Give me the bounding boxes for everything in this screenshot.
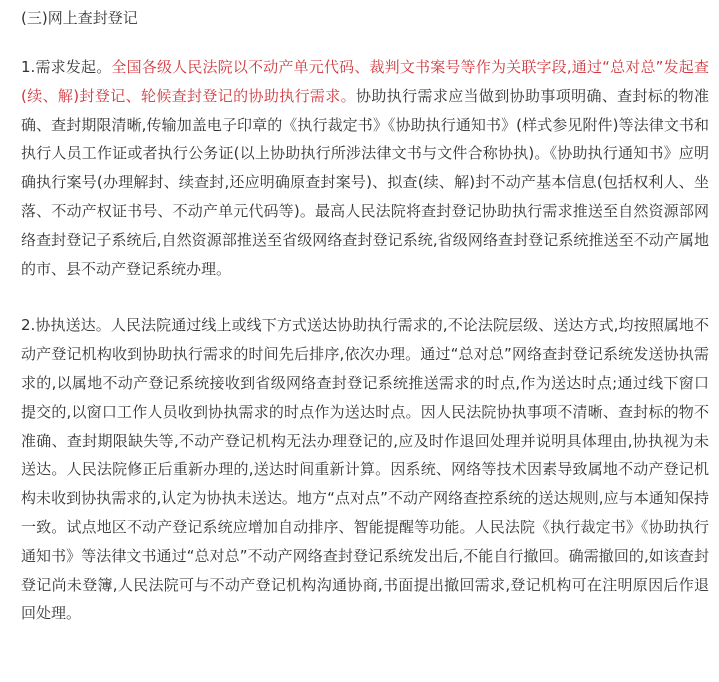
paragraph-demand-prefix: 1.需求发起。 bbox=[21, 58, 112, 76]
paragraph-demand bbox=[21, 53, 709, 283]
paragraph-demand-highlight: 全国各级人民法院以不动产单元代码、裁判文书案号等作为关联字段,通过“总对总”发起查(续、解)封登记、轮候查封登记的协助执行需求。 bbox=[21, 58, 709, 105]
paragraph-delivery: 2.协执送达。人民法院通过线上或线下方式送达协助执行需求的,不论法院层级、送达方式,均按照属地不动产登记机构收到协助执行需求的时间先后排序,依次办理。通过“总对总”网络查封登记系统发送协执需求的,以属地不动产登记系统接收到省级网络查封登记系统推送需求的时点,作为送达时点;通过线下窗口提交的,以窗口工作人员收到协执需求的时点作为送达时点。因人民法院协执事项不清晰、查封标的物不准确、查封期限缺失等,不动产登记机构无法办理登记的,应及时作退回处理并说明具体理由,协执视为未送达。人民法院修正后重新办理的,送达时间重新计算。因系统、网络等技术因素导致属地不动产登记机构未收到协执需求的,认定为协执未送达。地方“点对点”不动产网络查控系统的送达规则,应与本通知保持一致。试点地区不动产登记系统应增加自动排序、智能提醒等功能。人民法院《执行裁定书》《协助执行通知书》等法律文书通过“总对总”不动产网络查封登记系统发出后,不能自行撤回。确需撤回的,如该查封登记尚未登簿,人民法院可与不动产登记机构沟通协商,书面提出撤回需求,登记机构可在注明原因后作退回处理。 bbox=[21, 316, 709, 623]
section-heading: (三)网上查封登记 bbox=[21, 9, 138, 27]
paragraph-demand-body: 协助执行需求应当做到协助事项明确、查封标的物准确、查封期限清晰,传输加盖电子印章的《执行裁定书》《协助执行通知书》(样式参见附件)等法律文书和执行人员工作证或者执行公务证(以上协助执行所涉法律文书与文件合称协执)。《协助执行通知书》应明确执行案号(办理解封、续查封,还应明确原查封案号)、拟查(续、解)封不动产基本信息(包括权利人、坐落、不动产权证书号、不动产单元代码等)。最高人民法院将查封登记协助执行需求推送至自然资源部网络查封登记子系统后,自然资源部推送至省级网络查封登记系统,省级网络查封登记系统推送至不动产属地的市、县不动产登记系统办理。 bbox=[21, 86, 709, 278]
